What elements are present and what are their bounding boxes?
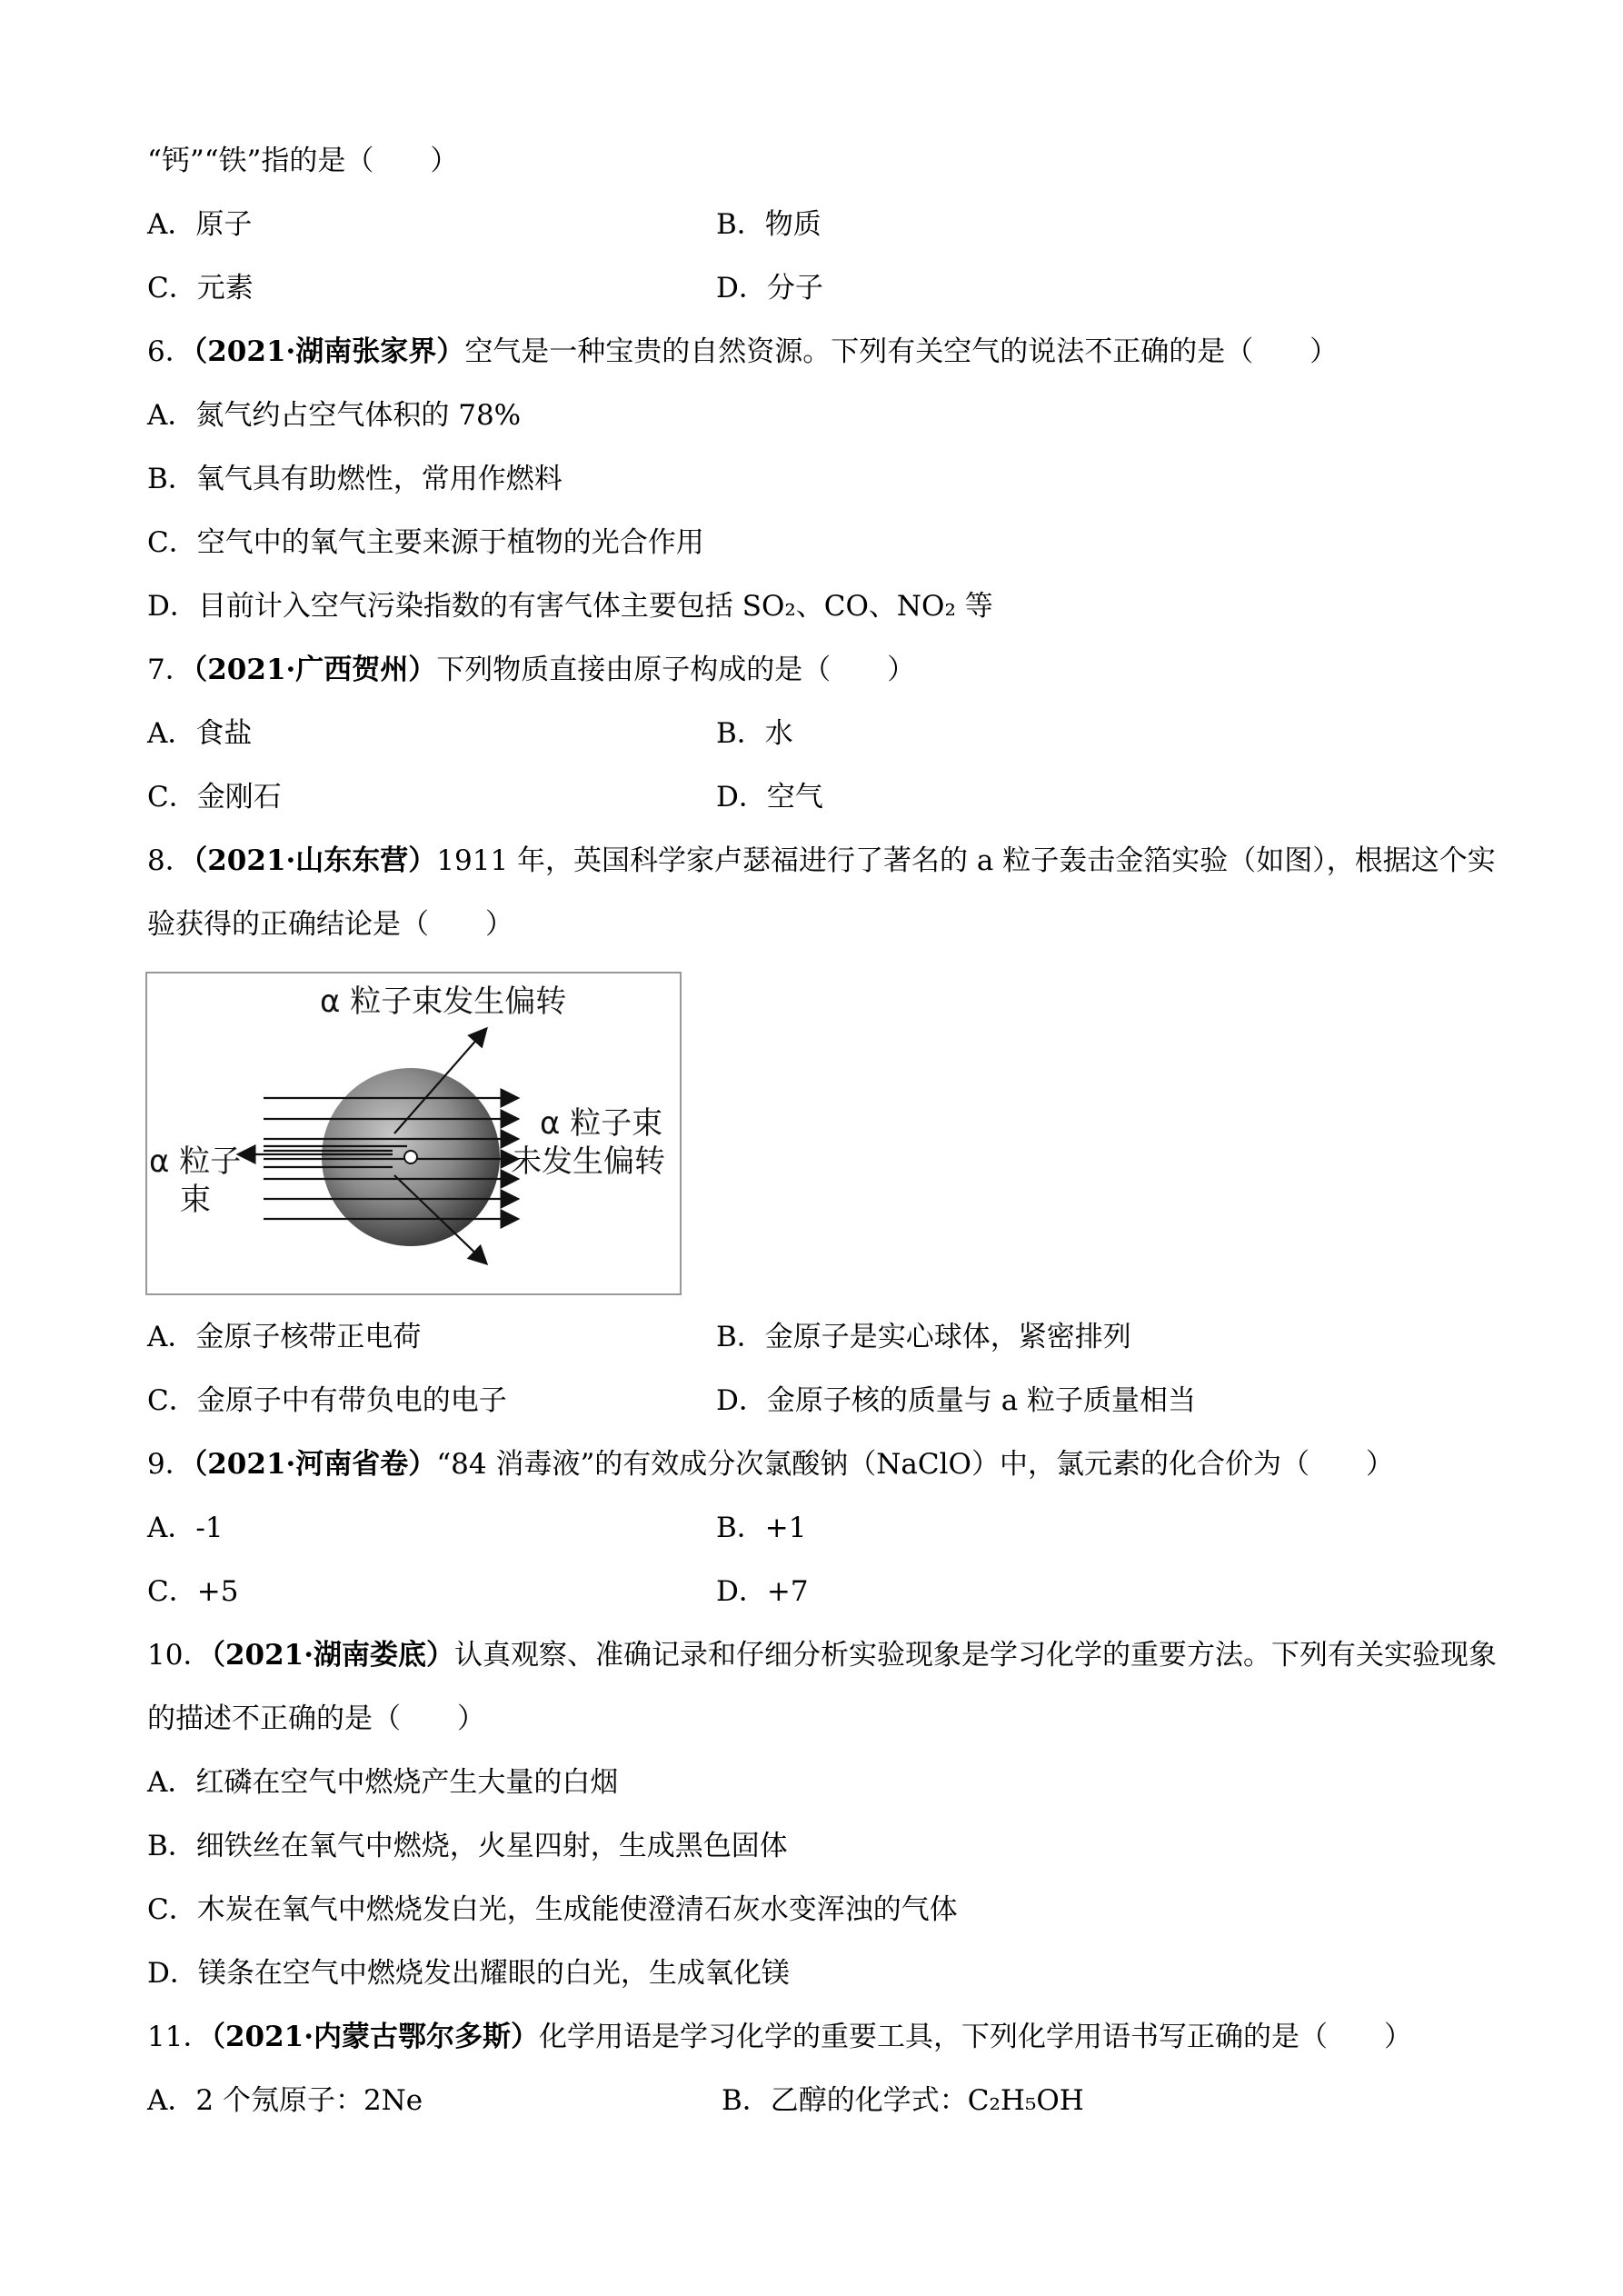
q9-source: （2021·河南省卷） <box>193 1448 437 1481</box>
label-undeflected-beam-2: 未发生偏转 <box>511 1143 665 1180</box>
q5-option-d: D．分子 <box>716 272 823 304</box>
q6-question <box>147 334 1338 370</box>
q6-option-b: B．氧气具有助燃性，常用作燃料 <box>147 463 563 495</box>
q9-option-b: B．+1 <box>716 1512 807 1544</box>
q8-number: 8． <box>147 844 194 877</box>
q6-option-a: A．氮气约占空气体积的 78% <box>147 399 522 432</box>
q8-stem-line2: 验获得的正确结论是（ ） <box>147 908 513 941</box>
q8-stem-line1: 1911 年，英国科学家卢瑟福进行了著名的 a 粒子轰击金箔实验（如图），根据这个实 <box>436 844 1496 877</box>
q6-stem: 空气是一种宝贵的自然资源。下列有关空气的说法不正确的是（ ） <box>464 335 1339 368</box>
q7-stem: 下列物质直接由原子构成的是（ ） <box>436 654 916 686</box>
q9-stem: “84 消毒液”的有效成分次氯酸钠（NaClO）中，氯元素的化合价为（ ） <box>436 1448 1394 1481</box>
q11-source: （2021·内蒙古鄂尔多斯） <box>211 2021 540 2053</box>
q8-option-d: D．金原子核的质量与 a 粒子质量相当 <box>716 1384 1197 1417</box>
q10-source: （2021·湖南娄底） <box>211 1639 455 1672</box>
q8-question <box>147 843 1496 879</box>
q10-stem-line2: 的描述不正确的是（ ） <box>147 1702 485 1735</box>
q7-option-b: B．水 <box>716 717 793 750</box>
q8-option-c: C．金原子中有带负电的电子 <box>147 1384 507 1417</box>
q8-option-b: B．金原子是实心球体，紧密排列 <box>716 1321 1131 1353</box>
q6-option-d: D．目前计入空气污染指数的有害气体主要包括 SO₂、CO、NO₂ 等 <box>147 590 993 623</box>
q5-option-c: C．元素 <box>147 272 254 304</box>
q5-option-a: A．原子 <box>147 208 253 241</box>
q6-option-c: C．空气中的氧气主要来源于植物的光合作用 <box>147 526 704 559</box>
nucleus <box>404 1151 417 1163</box>
q5-option-b: B．物质 <box>716 208 821 241</box>
q10-number: 10． <box>147 1639 212 1672</box>
q8-option-a: A．金原子核带正电荷 <box>147 1321 422 1353</box>
q6-number: 6． <box>147 335 194 368</box>
q9-option-a: A．-1 <box>147 1512 224 1544</box>
q10-option-c: C．木炭在氧气中燃烧发白光，生成能使澄清石灰水变浑浊的气体 <box>147 1893 958 1926</box>
q6-source: （2021·湖南张家界） <box>193 335 465 368</box>
label-reflected-beam-2: 束 <box>180 1182 211 1218</box>
q7-source: （2021·广西贺州） <box>193 654 437 686</box>
q11-option-a: A．2 个氖原子：2Ne <box>147 2084 423 2117</box>
q7-option-d: D．空气 <box>716 781 823 814</box>
q11-question <box>147 2019 1412 2055</box>
q7-question <box>147 652 915 688</box>
q10-option-a: A．红磷在空气中燃烧产生大量的白烟 <box>147 1766 619 1799</box>
q9-number: 9． <box>147 1448 194 1481</box>
label-undeflected-beam-1: α 粒子束 <box>540 1105 663 1142</box>
q10-question <box>147 1637 1497 1673</box>
q10-option-d: D．镁条在空气中燃烧发出耀眼的白光，生成氧化镁 <box>147 1957 790 1990</box>
label-deflected-beam: α 粒子束发生偏转 <box>320 983 567 1020</box>
q7-number: 7． <box>147 654 194 686</box>
q9-question <box>147 1446 1394 1482</box>
q11-option-b: B．乙醇的化学式：C₂H₅OH <box>722 2084 1084 2117</box>
q10-option-b: B．细铁丝在氧气中燃烧，火星四射，生成黑色固体 <box>147 1830 788 1862</box>
q5-stem: “钙”“铁”指的是（ ） <box>147 145 459 177</box>
label-reflected-beam-1: α 粒子 <box>149 1143 242 1180</box>
rutherford-diagram <box>147 973 680 1293</box>
q7-option-a: A．食盐 <box>147 717 253 750</box>
q9-option-d: D．+7 <box>716 1575 809 1608</box>
q7-option-c: C．金刚石 <box>147 781 282 814</box>
q9-option-c: C．+5 <box>147 1575 239 1608</box>
q8-source: （2021·山东东营） <box>193 844 437 877</box>
rutherford-experiment-figure <box>145 972 682 1295</box>
q11-number: 11． <box>147 2021 212 2053</box>
q10-stem-line1: 认真观察、准确记录和仔细分析实验现象是学习化学的重要方法。下列有关实验现象 <box>454 1639 1498 1672</box>
q11-stem: 化学用语是学习化学的重要工具，下列化学用语书写正确的是（ ） <box>539 2021 1413 2053</box>
